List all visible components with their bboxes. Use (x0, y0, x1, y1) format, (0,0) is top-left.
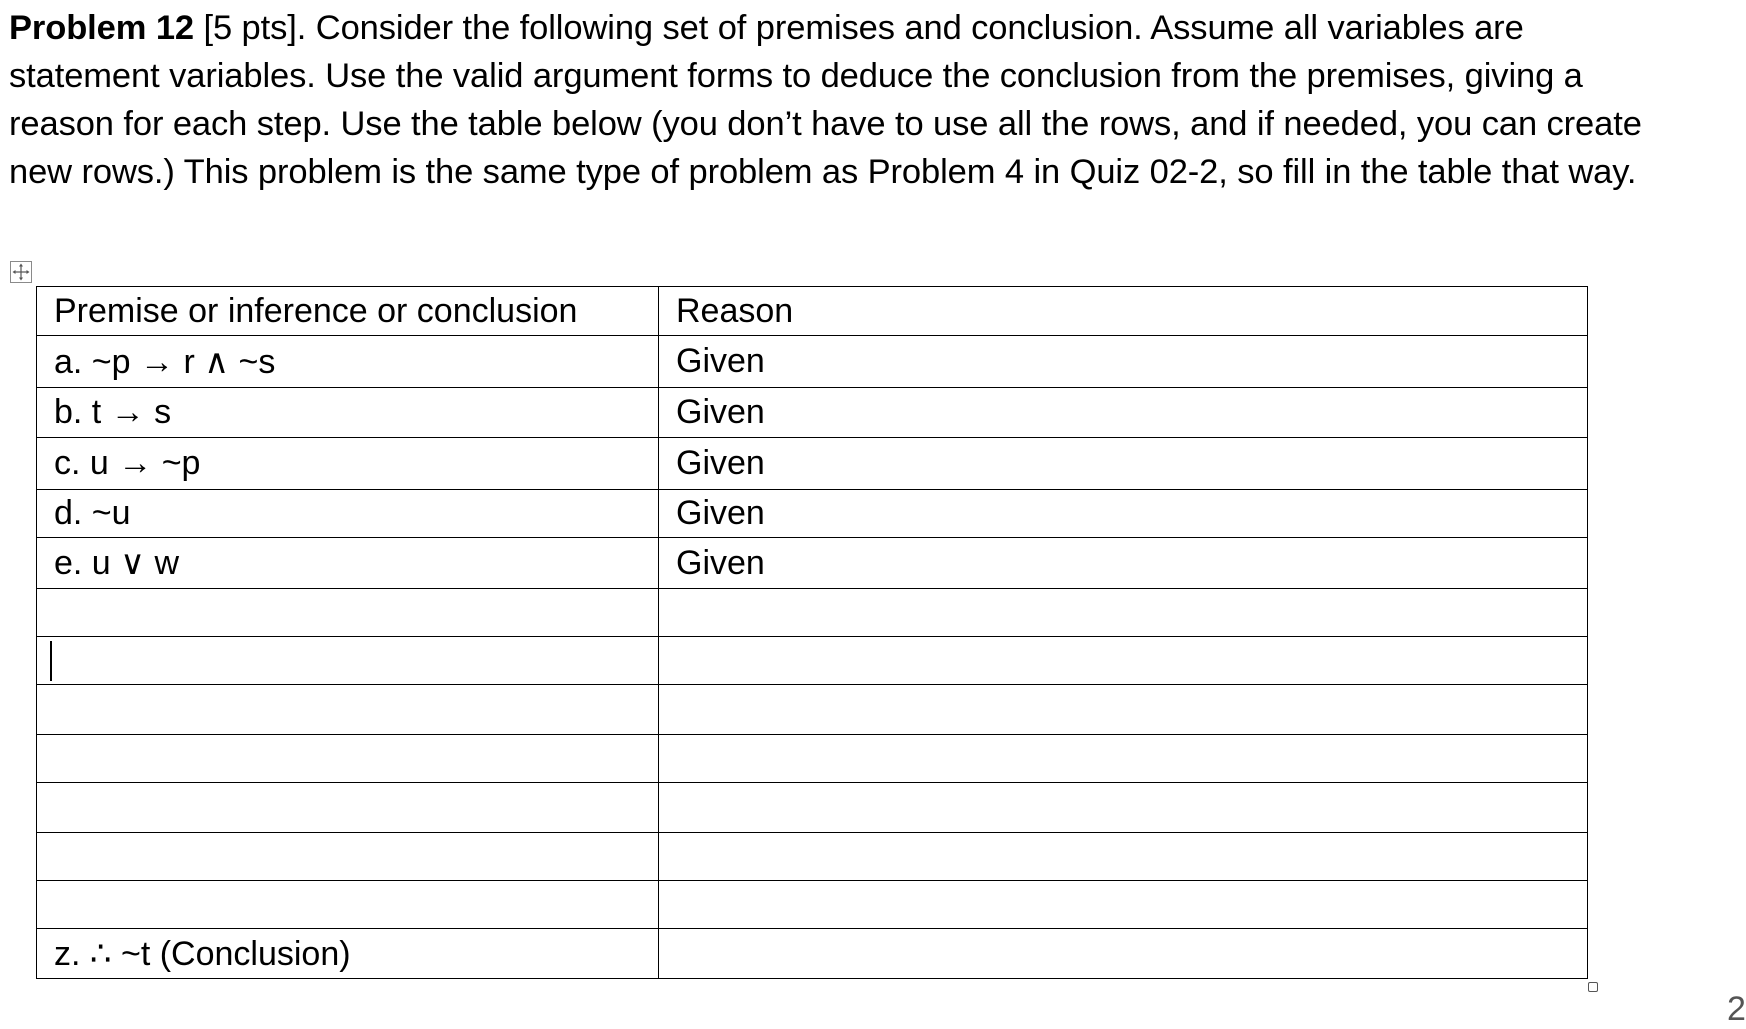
reason-cell[interactable] (659, 735, 1588, 783)
reason-cell[interactable] (659, 783, 1588, 833)
statement-cell-active[interactable] (37, 637, 659, 685)
move-table-icon[interactable] (10, 261, 32, 283)
problem-statement (9, 4, 1734, 196)
reason-cell[interactable] (659, 833, 1588, 881)
reason-cell[interactable]: Given (659, 490, 1588, 538)
table-row (37, 735, 1588, 783)
table-row (37, 538, 1588, 589)
table-row (37, 336, 1588, 388)
statement-cell[interactable]: e. u ∨ w (37, 538, 659, 589)
problem-line-1-text: Consider the following set of premises and conclusion. Assume all variables are (315, 9, 1524, 47)
statement-cell[interactable] (37, 783, 659, 833)
table-row (37, 637, 1588, 685)
table-row-conclusion (37, 929, 1588, 979)
reason-cell[interactable] (659, 685, 1588, 735)
statement-cell[interactable] (37, 833, 659, 881)
statement-cell[interactable] (37, 589, 659, 637)
reason-cell[interactable]: Given (659, 336, 1588, 388)
move-arrows-icon (11, 262, 31, 282)
problem-line-3: reason for each step. Use the table below (you don’t have to use all the rows, and if needed, you can create (9, 105, 1642, 143)
table-row (37, 438, 1588, 490)
table-row (37, 589, 1588, 637)
text-cursor (50, 641, 52, 681)
reason-cell[interactable]: Given (659, 388, 1588, 438)
statement-cell[interactable] (37, 881, 659, 929)
reason-cell[interactable] (659, 589, 1588, 637)
statement-cell[interactable] (37, 685, 659, 735)
table-row (37, 490, 1588, 538)
table-row (37, 833, 1588, 881)
conclusion-cell[interactable]: z. ∴ ~t (Conclusion) (37, 929, 659, 979)
page-number: 2 (1727, 990, 1746, 1028)
table-row (37, 881, 1588, 929)
statement-cell[interactable]: c. u → ~p (37, 438, 659, 490)
header-reason[interactable]: Reason (659, 287, 1588, 336)
table-header-row (37, 287, 1588, 336)
statement-cell[interactable] (37, 735, 659, 783)
statement-cell[interactable]: a. ~p → r ∧ ~s (37, 336, 659, 388)
table-row (37, 685, 1588, 735)
reason-cell[interactable] (659, 929, 1588, 979)
statement-cell[interactable]: b. t → s (37, 388, 659, 438)
header-statement[interactable]: Premise or inference or conclusion (37, 287, 659, 336)
problem-line-1 (9, 4, 1734, 52)
table-resize-icon[interactable] (1588, 982, 1598, 992)
statement-cell[interactable]: d. ~u (37, 490, 659, 538)
problem-line-4: new rows.) This problem is the same type of problem as Problem 4 in Quiz 02-2, so fill in the table that way. (9, 153, 1637, 191)
problem-title: Problem 12 (9, 9, 194, 47)
problem-points: [5 pts]. (203, 9, 307, 47)
reason-cell[interactable] (659, 637, 1588, 685)
proof-table (36, 286, 1588, 979)
table-row (37, 783, 1588, 833)
reason-cell[interactable] (659, 881, 1588, 929)
reason-cell[interactable]: Given (659, 438, 1588, 490)
problem-line-2: statement variables. Use the valid argument forms to deduce the conclusion from the premises, giving a (9, 57, 1583, 95)
reason-cell[interactable]: Given (659, 538, 1588, 589)
table-row (37, 388, 1588, 438)
